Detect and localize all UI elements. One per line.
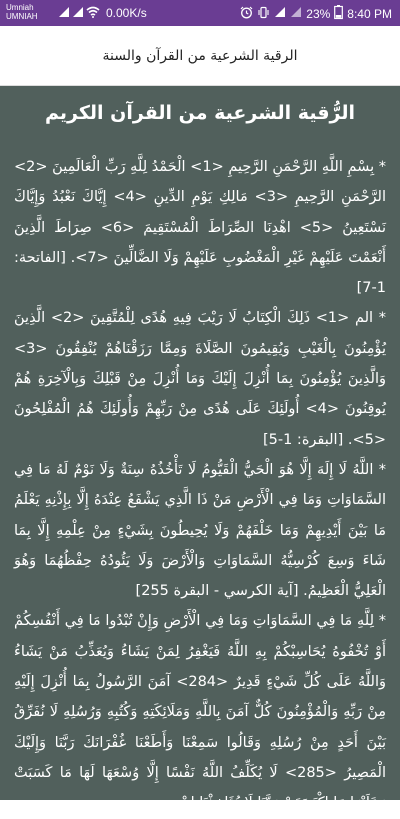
status-left-icons <box>58 6 100 21</box>
signal-icon <box>58 6 70 21</box>
status-right-icons <box>240 5 392 22</box>
vibrate-icon <box>257 6 270 22</box>
section-title: الرُّقية الشرعية من القرآن الكريم <box>45 102 355 124</box>
paragraph-baqarah-1-5: * الم <1> ذَلِكَ الْكِتَابُ لَا رَيْبَ فِيهِ هُدًى لِلْمُتَّقِينَ <2> الَّذِينَ يُؤْمِنُونَ بِالْغَيْبِ وَيُقِيمُونَ الصَّلَاةَ وَمِمَّا رَزَقْنَاهُمْ يُنْفِقُونَ <3> وَالَّذِينَ يُؤْمِنُونَ بِمَا أُنْزِلَ إِلَيْكَ وَمَا أُنْزِلَ مِنْ قَبْلِكَ وَبِالْآخِرَةِ هُمْ يُوقِنُونَ <4> أُولَئِكَ عَلَى هُدًى مِنْ رَبِّهِمْ وَأُولَئِكَ هُمُ الْمُفْلِحُونَ <5>. [البقرة: 1-5] <box>14 310 387 448</box>
app-title: الرقية الشرعية من القرآن والسنة <box>102 47 298 64</box>
clock-time: 8:40 PM <box>347 6 392 21</box>
signal-icon <box>72 6 84 21</box>
paragraph-ayat-al-kursi: * اللَّهُ لَا إِلَهَ إِلَّا هُوَ الْحَيُّ الْقَيُّومُ لَا تَأْخُذُهُ سِنَةٌ وَلَا نَوْمٌ لَهُ مَا فِي السَّمَاوَاتِ وَمَا فِي الْأَرْضِ مَنْ ذَا الَّذِي يَشْفَعُ عِنْدَهُ إِلَّا بِإِذْنِهِ يَعْلَمُ مَا بَيْنَ أَيْدِيهِمْ وَمَا خَلْفَهُمْ وَلَا يُحِيطُونَ بِشَيْءٍ مِنْ عِلْمِهِ إِلَّا بِمَا شَاءَ وَسِعَ كُرْسِيُّهُ السَّمَاوَاتِ وَالْأَرْضَ وَلَا يَئُودُهُ حِفْظُهُمَا وَهُوَ الْعَلِيُّ الْعَظِيمُ. [آية الكرسي - البقرة 255] <box>14 461 386 600</box>
signal-icon <box>290 6 302 21</box>
network-speed: 0.00K/s <box>106 6 147 20</box>
carrier-1-label: Umniah <box>6 3 34 12</box>
carrier-2-label: UMNIAH <box>6 12 38 21</box>
alarm-icon <box>240 6 253 22</box>
status-bar <box>0 0 400 26</box>
wifi-icon <box>86 6 100 21</box>
battery-percent: 23% <box>306 6 331 21</box>
battery-icon <box>334 5 343 22</box>
carrier-names <box>6 3 38 21</box>
paragraph-baqarah-284-286: * لِلَّهِ مَا فِي السَّمَاوَاتِ وَمَا فِي الْأَرْضِ وَإِنْ تُبْدُوا مَا فِي أَنْفُسِكُمْ أَوْ تُخْفُوهُ يُحَاسِبْكُمْ بِهِ اللَّهُ فَيَغْفِرُ لِمَنْ يَشَاءُ وَيُعَذِّبُ مَنْ يَشَاءُ وَاللَّهُ عَلَى كُلِّ شَيْءٍ قَدِيرٌ <284> آمَنَ الرَّسُولُ بِمَا أُنْزِلَ إِلَيْهِ مِنْ رَبِّهِ وَالْمُؤْمِنُونَ كُلٌّ آمَنَ بِاللَّهِ وَمَلَائِكَتِهِ وَكُتُبِهِ وَرُسُلِهِ لَا نُفَرِّقُ بَيْنَ أَحَدٍ مِنْ رُسُلِهِ وَقَالُوا سَمِعْنَا وَأَطَعْنَا غُفْرَانَكَ رَبَّنَا وَإِلَيْكَ الْمَصِيرُ <285> لَا يُكَلِّفُ اللَّهُ نَفْسًا إِلَّا وُسْعَهَا لَهَا مَا كَسَبَتْ وَعَلَيْهَا مَا اكْتَسَبَتْ رَبَّنَا لَا تُؤَاخِذْنَا إِنْ <box>14 613 386 812</box>
ruqyah-text <box>14 152 386 819</box>
app-header <box>0 26 400 86</box>
paragraph-fatiha: * بِسْمِ اللَّهِ الرَّحْمَنِ الرَّحِيمِ <1> الْحَمْدُ لِلَّهِ رَبِّ الْعَالَمِينَ <2> الرَّحْمَنِ الرَّحِيمِ <3> مَالِكِ يَوْمِ الدِّينِ <4> إِيَّاكَ نَعْبُدُ وَإِيَّاكَ نَسْتَعِينُ <5> اهْدِنَا الصِّرَاطَ الْمُسْتَقِيمَ <6> صِرَاطَ الَّذِينَ أَنْعَمْتَ عَلَيْهِمْ غَيْرِ الْمَغْضُوبِ عَلَيْهِمْ وَلَا الضَّالِّينَ <7>. [الفاتحة: 1-7] <box>14 159 387 297</box>
content-area[interactable] <box>0 86 400 812</box>
signal-icon <box>274 6 286 21</box>
